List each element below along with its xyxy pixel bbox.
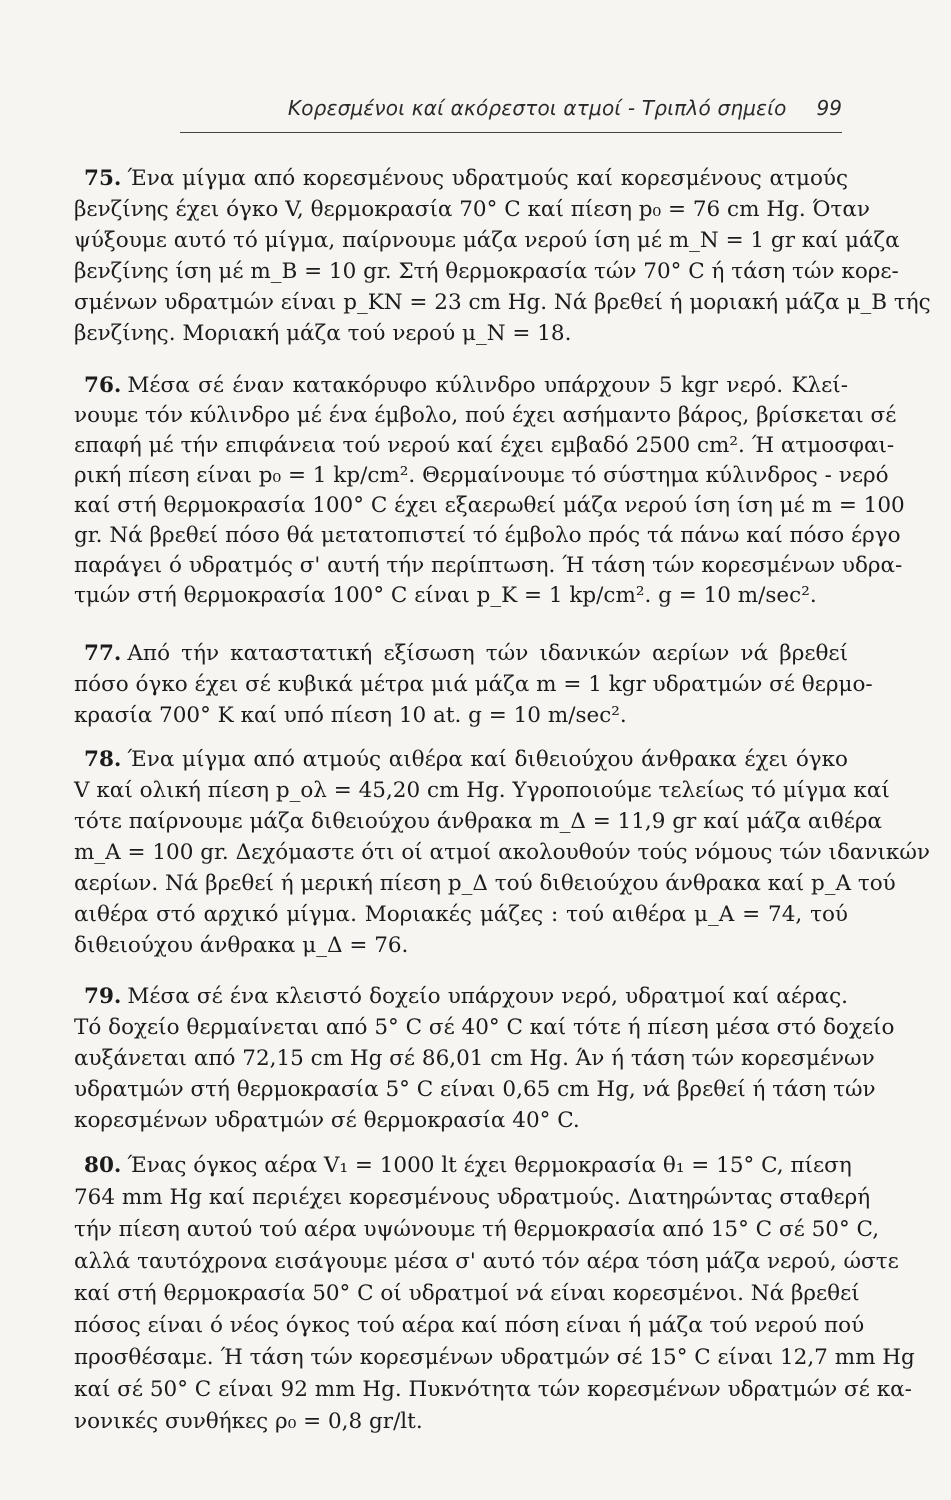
problem-line: βενζίνης. Μοριακή μάζα τού νερού μ_N = 18. [74,321,572,346]
problem-line: αυξάνεται από 72,15 cm Hg σέ 86,01 cm Hg. Άν ή τάση τών κορεσμένων [74,1046,875,1071]
problem-line: αλλά ταυτόχρονα εισάγουμε μέσα σ' αυτό τόν αέρα τόση μάζα νερού, ώστε [74,1249,899,1274]
problem-number: 80. [84,1153,122,1178]
problem-line: 76. Μέσα σέ έναν κατακόρυφο κύλινδρο υπάρχουν 5 kgr νερό. Κλεί- [84,373,848,398]
problem-line: προσθέσαμε. Ή τάση τών κορεσμένων υδρατμών σέ 15° C είναι 12,7 mm Hg [74,1345,915,1370]
problem-line: πόσο όγκο έχει σέ κυβικά μέτρα μιά μάζα m = 1 kgr υδρατμών σέ θερμο- [74,672,873,697]
problem-line: 764 mm Hg καί περιέχει κορεσμένους υδρατμούς. Διατηρώντας σταθερή [74,1185,871,1210]
problem-line: m_A = 100 gr. Δεχόμαστε ότι οί ατμοί ακολουθούν τούς νόμους τών ιδανικών [74,840,930,865]
problem-line: αιθέρα στό αρχικό μίγμα. Μοριακές μάζες : τού αιθέρα μ_A = 74, τού [74,902,848,927]
problem-line: 78. Ένα μίγμα από ατμούς αιθέρα καί διθειούχου άνθρακα έχει όγκο [84,747,848,772]
problem-line: πόσος είναι ό νέος όγκος τού αέρα καί πόση είναι ή μάζα τού νερού πού [74,1313,865,1338]
problem-line: gr. Νά βρεθεί πόσο θά μετατοπιστεί τό έμβολο πρός τά πάνω καί πόσο έργο [74,523,901,548]
problem-number: 79. [84,984,122,1009]
problem-line: ρική πίεση είναι p₀ = 1 kp/cm². Θερμαίνουμε τό σύστημα κύλινδρος - νερό [74,463,889,488]
header-rule [180,132,842,133]
problem-number: 76. [84,373,122,398]
problem-line: τήν πίεση αυτού τού αέρα υψώνουμε τή θερμοκρασία από 15° C σέ 50° C, [74,1217,880,1242]
problem-line: σμένων υδρατμών είναι p_KN = 23 cm Hg. Νά βρεθεί ή μοριακή μάζα μ_B τής [74,290,931,315]
problem-line: υδρατμών στή θερμοκρασία 5° C είναι 0,65 cm Hg, νά βρεθεί ή τάση τών [74,1077,876,1102]
problem-line: καί στή θερμοκρασία 100° C έχει εξαερωθεί μάζα νερού ίση ίση μέ m = 100 [74,493,905,518]
problem-line: επαφή μέ τήν επιφάνεια τού νερού καί έχει εμβαδό 2500 cm². Ή ατμοσφαι- [74,433,895,458]
problem-line: ψύξουμε αυτό τό μίγμα, παίρνουμε μάζα νερού ίση μέ m_N = 1 gr καί μάζα [74,228,900,253]
problem-line: καί σέ 50° C είναι 92 mm Hg. Πυκνότητα τών κορεσμένων υδρατμών σέ κα- [74,1377,912,1402]
running-header [180,96,842,128]
problem-line: παράγει ό υδρατμός σ' αυτή τήν περίπτωση. Ή τάση τών κορεσμένων υδρα- [74,553,903,578]
problem-number: 75. [84,166,122,191]
problem-number: 78. [84,747,122,772]
problem-line: 80. Ένας όγκος αέρα V₁ = 1000 lt έχει θερμοκρασία θ₁ = 15° C, πίεση [84,1153,852,1178]
problem-line: βενζίνης ίση μέ m_B = 10 gr. Στή θερμοκρασία τών 70° C ή τάση τών κορε- [74,259,899,284]
problem-line: διθειούχου άνθρακα μ_Δ = 76. [74,933,409,958]
problem-line: νουμε τόν κύλινδρο μέ ένα έμβολο, πού έχει ασήμαντο βάρος, βρίσκεται σέ [74,403,897,428]
problem-line: Τό δοχείο θερμαίνεται από 5° C σέ 40° C καί τότε ή πίεση μέσα στό δοχείο [74,1015,895,1040]
problem-line: αερίων. Νά βρεθεί ή μερική πίεση p_Δ τού διθειούχου άνθρακα καί p_A τού [74,871,896,896]
problem-line: 77. Από τήν καταστατική εξίσωση τών ιδανικών αερίων νά βρεθεί [84,641,848,666]
problem-line: βενζίνης έχει όγκο V, θερμοκρασία 70° C καί πίεση p₀ = 76 cm Hg. Όταν [74,197,870,222]
chapter-title: Κορεσμένοι καί ακόρεστοι ατμοί - Τριπλό σημείο [287,96,787,120]
page-number: 99 [816,96,842,120]
problem-line: κρασία 700° K καί υπό πίεση 10 at. g = 10 m/sec². [74,703,627,728]
problem-line: 79. Μέσα σέ ένα κλειστό δοχείο υπάρχουν νερό, υδρατμοί καί αέρας. [84,984,848,1009]
problem-line: 75. Ένα μίγμα από κορεσμένους υδρατμούς καί κορεσμένους ατμούς [84,166,848,191]
problem-number: 77. [84,641,122,666]
problem-line: καί στή θερμοκρασία 50° C οί υδρατμοί νά είναι κορεσμένοι. Νά βρεθεί [74,1281,860,1306]
problem-line: V καί ολική πίεση p_ολ = 45,20 cm Hg. Υγροποιούμε τελείως τό μίγμα καί [74,778,890,803]
problem-line: κορεσμένων υδρατμών σέ θερμοκρασία 40° C. [74,1108,580,1133]
problem-line: τότε παίρνουμε μάζα διθειούχου άνθρακα m_Δ = 11,9 gr καί μάζα αιθέρα [74,809,883,834]
problem-line: νονικές συνθήκες ρ₀ = 0,8 gr/lt. [74,1409,423,1434]
problem-line: τμών στή θερμοκρασία 100° C είναι p_K = 1 kp/cm². g = 10 m/sec². [74,583,817,608]
